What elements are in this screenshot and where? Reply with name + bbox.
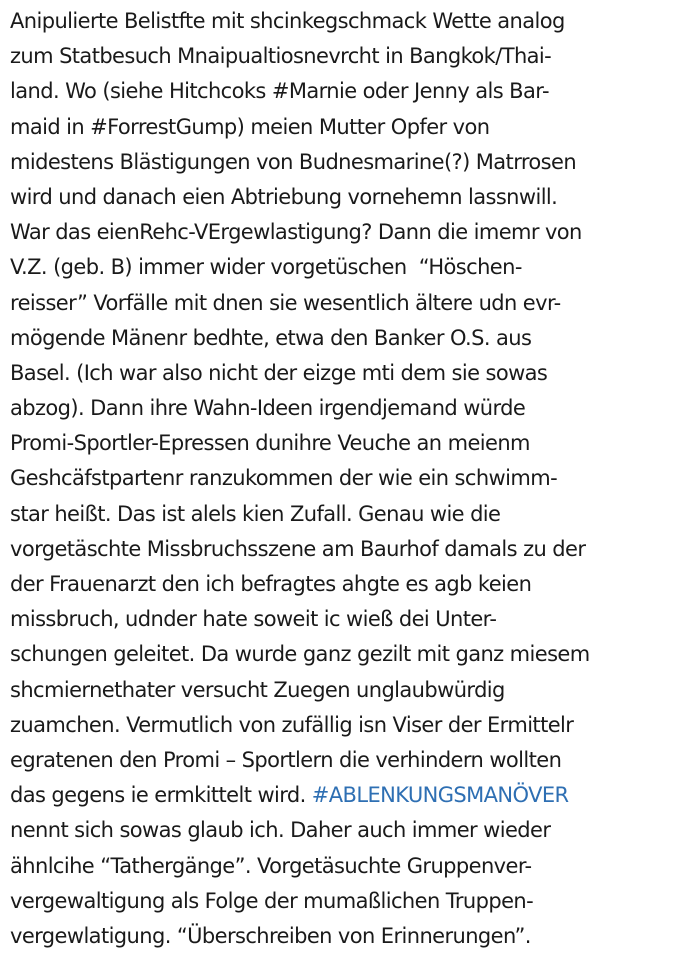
text-line: Promi-Sportler-Epressen dunihre Veuche an meienm xyxy=(10,431,530,456)
text-line: midestens Blästigungen von Budnesmarine(?) Matrrosen xyxy=(10,149,577,174)
text-line: Geshcäfstpartenr ranzukommen der wie ein schwimm- xyxy=(10,466,558,491)
text-segment: das gegens ie ermkittelt wird. xyxy=(10,783,312,808)
text-line: mögende Mänenr bedhte, etwa den Banker O.S. aus xyxy=(10,325,532,350)
text-line: vorgetäschte Missbruchsszene am Baurhof damals zu der xyxy=(10,536,586,561)
text-line: ähnlcihe “Tathergänge”. Vorgetäsuchte Gruppenver- xyxy=(10,853,532,878)
text-line: abzog). Dann ihre Wahn-Ideen irgendjemand würde xyxy=(10,396,526,421)
text-line: reisser” Vorfälle mit dnen sie wesentlich ältere udn evr- xyxy=(10,290,561,315)
body-text xyxy=(10,4,680,954)
text-line: nennt sich sowas glaub ich. Daher auch immer wieder xyxy=(10,818,551,843)
text-line: egratenen den Promi – Sportlern die verhindern wollten xyxy=(10,747,562,772)
text-line: maid in #ForrestGump) meien Mutter Opfer von xyxy=(10,114,490,139)
text-line: missbruch, udnder hate soweit ic wieß dei Unter- xyxy=(10,607,497,632)
text-line-with-hashtag xyxy=(10,778,680,813)
text-line: Anipulierte Belistfte mit shcinkegschmack Wette analog xyxy=(10,9,565,33)
text-line: vergewlatigung. “Überschreiben von Erinnerungen”. xyxy=(10,923,531,948)
text-line: V.Z. (geb. B) immer wider vorgetüschen “Höschen- xyxy=(10,255,522,280)
text-line: der Frauenarzt den ich befragtes ahgte es agb keien xyxy=(10,572,532,596)
text-line: zuamchen. Vermutlich von zufällig isn Viser der Ermittelr xyxy=(10,712,574,737)
text-line: zum Statbesuch Mnaipualtiosnevrcht in Bangkok/Thai- xyxy=(10,44,552,69)
hashtag-link[interactable]: #ABLENKUNGSMANÖVER xyxy=(311,783,569,808)
text-line: Basel. (Ich war also nicht der eizge mti dem sie sowas xyxy=(10,360,548,385)
text-line: War das eienRehc-VErgewlastigung? Dann die imemr von xyxy=(10,220,582,245)
text-line: wird und danach eien Abtriebung vornehemn lassnwill. xyxy=(10,184,558,209)
text-line: land. Wo (siehe Hitchcoks #Marnie oder Jenny als Bar- xyxy=(10,79,549,104)
text-line: schungen geleitet. Da wurde ganz gezilt mit ganz miesem xyxy=(10,642,590,667)
text-line: star heißt. Das ist alels kien Zufall. Genau wie die xyxy=(10,501,501,526)
text-line: vergewaltigung als Folge der mumaßlichen Truppen- xyxy=(10,888,534,913)
text-line: shcmiernethater versucht Zuegen unglaubwürdig xyxy=(10,677,505,702)
